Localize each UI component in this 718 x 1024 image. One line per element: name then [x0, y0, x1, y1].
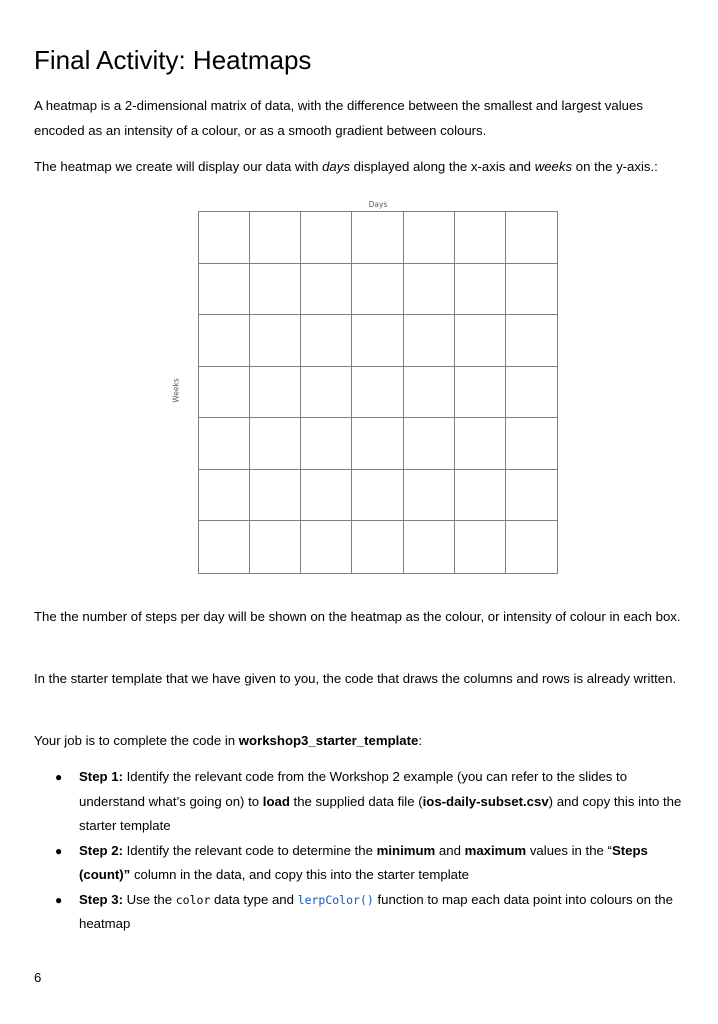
heatmap-cell — [404, 212, 455, 264]
heatmap-cell — [199, 367, 250, 419]
steps-list — [34, 765, 684, 937]
step-text: values in the “ — [526, 842, 612, 858]
heatmap-cell — [455, 521, 506, 573]
axes-text-a: The heatmap we create will display our data with — [34, 159, 323, 174]
heatmap-cell — [250, 264, 301, 316]
list-item-step-2 — [34, 839, 684, 888]
step-label: Step 3: — [79, 891, 123, 907]
heatmap-cell — [455, 418, 506, 470]
job-paragraph — [34, 729, 684, 754]
steps-paragraph: The the number of steps per day will be shown on the heatmap as the colour, or intensity of colour in each box. — [34, 609, 681, 624]
x-axis-label: Days — [368, 200, 388, 209]
heatmap-cell — [199, 212, 250, 264]
heatmap-cell — [199, 418, 250, 470]
heatmap-cell — [506, 264, 557, 316]
heatmap-cell — [455, 264, 506, 316]
heatmap-cell — [506, 521, 557, 573]
heatmap-cell — [301, 264, 352, 316]
heatmap-cell — [506, 212, 557, 264]
step-text: the supplied data file ( — [289, 793, 423, 809]
heatmap-cell — [301, 470, 352, 522]
heatmap-cell — [455, 367, 506, 419]
page-title: Final Activity: Heatmaps — [34, 45, 312, 75]
heatmap-cell — [250, 418, 301, 470]
heatmap-cell — [352, 470, 403, 522]
heatmap-cell — [301, 367, 352, 419]
step-bold: maximum — [464, 842, 527, 858]
step-bold: load — [262, 793, 290, 809]
bullet-icon: ● — [55, 892, 63, 907]
step-text: and — [435, 842, 465, 858]
heatmap-cell — [250, 521, 301, 573]
heatmap-cell — [301, 315, 352, 367]
template-paragraph: In the starter template that we have given to you, the code that draws the columns and rows is already written. — [34, 671, 677, 686]
heatmap-cell — [352, 315, 403, 367]
axes-text-c: on the y-axis.: — [572, 159, 658, 174]
step-bold: ios-daily-subset.csv — [422, 793, 549, 809]
heatmap-cell — [250, 212, 301, 264]
heatmap-grid — [198, 211, 558, 574]
heatmap-cell — [455, 315, 506, 367]
step-text: column in the data, and copy this into the starter template — [130, 867, 469, 882]
heatmap-cell — [404, 264, 455, 316]
intro-paragraph: A heatmap is a 2-dimensional matrix of data, with the difference between the smallest and largest values encoded as an intensity of a colour, or as a smooth gradient between colours. — [34, 98, 643, 138]
step-bold: Steps (count)” — [79, 842, 648, 882]
heatmap-cell — [404, 315, 455, 367]
heatmap-cell — [506, 315, 557, 367]
page-number: 6 — [34, 970, 42, 985]
heatmap-cell — [455, 470, 506, 522]
heatmap-cell — [199, 470, 250, 522]
heatmap-cell — [301, 418, 352, 470]
bullet-icon: ● — [55, 843, 63, 858]
heatmap-cell — [352, 264, 403, 316]
heatmap-cell — [404, 470, 455, 522]
heatmap-cell — [250, 315, 301, 367]
heatmap-cell — [352, 521, 403, 573]
step-text: Identify the relevant code to determine the — [122, 842, 377, 858]
heatmap-cell — [455, 212, 506, 264]
list-item-step-3 — [34, 888, 684, 937]
step-label: Step 2: — [79, 842, 123, 858]
starter-template-name: workshop3_starter_template — [238, 733, 419, 748]
axes-text-weeks: weeks — [534, 159, 573, 174]
step-label: Step 1: — [79, 769, 123, 784]
list-item-step-1 — [34, 765, 684, 839]
step-text: data type and — [210, 891, 298, 907]
heatmap-cell — [506, 418, 557, 470]
heatmap-cell — [199, 264, 250, 316]
heatmap-cell — [506, 367, 557, 419]
heatmap-cell — [404, 418, 455, 470]
step-text: ) and copy this into the starter template — [79, 793, 682, 833]
step-text: Use the — [122, 891, 176, 907]
heatmap-cell — [301, 212, 352, 264]
axes-text-days: days — [322, 159, 350, 174]
heatmap-cell — [199, 521, 250, 573]
step-text: Identify the relevant code from the Workshop 2 example (you can refer to the slides to understand what’s going on) to — [79, 769, 628, 809]
heatmap-cell — [250, 470, 301, 522]
heatmap-cell — [352, 367, 403, 419]
step-bold: minimum — [376, 842, 436, 858]
heatmap-cell — [352, 418, 403, 470]
heatmap-cell — [506, 470, 557, 522]
bullet-icon: ● — [55, 770, 63, 784]
step-text: function to map each data point into colours on the heatmap — [79, 891, 673, 931]
heatmap-cell — [352, 212, 403, 264]
job-text-a: Your job is to complete the code in — [34, 733, 239, 748]
heatmap-cell — [199, 315, 250, 367]
axes-text-b: displayed along the x-axis and — [349, 159, 535, 174]
axes-paragraph — [34, 155, 684, 180]
heatmap-cell — [250, 367, 301, 419]
heatmap-cell — [404, 367, 455, 419]
job-text-b: : — [418, 733, 423, 748]
y-axis-label: Weeks — [171, 378, 181, 403]
code-color: color — [175, 892, 211, 907]
heatmap-cell — [404, 521, 455, 573]
heatmap-cell — [301, 521, 352, 573]
code-lerpcolor: lerpColor() — [297, 892, 374, 907]
